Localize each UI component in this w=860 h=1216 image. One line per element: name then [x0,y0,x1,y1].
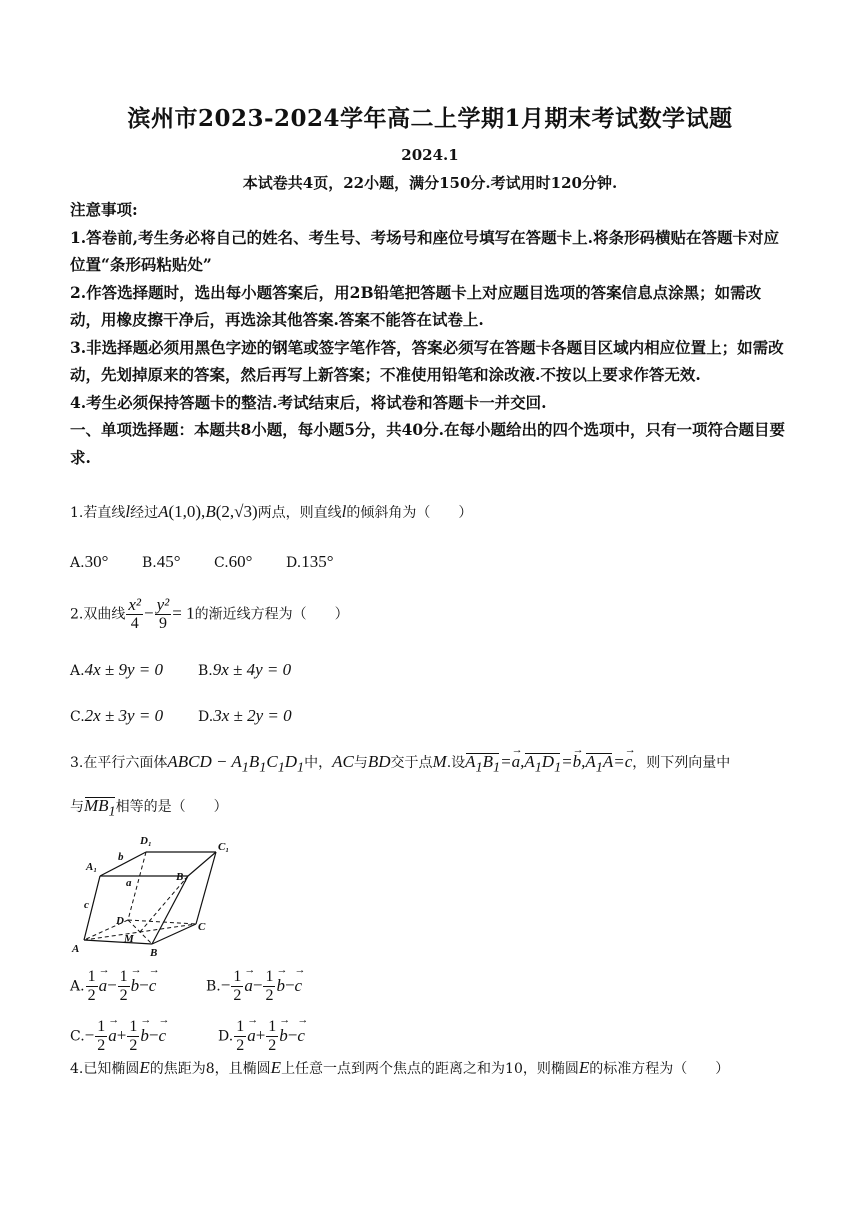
q3-option-b[interactable]: B.− $\frac{1}{2}$ → a− $\frac{1}{2}$ → b−→ c [206,968,302,1005]
q3-option-a[interactable]: A. $\frac{1}{2}$ → a− $\frac{1}{2}$ → b−→ c [70,968,156,1005]
label-c-bottom: C [198,921,206,933]
question-4: 4.已知椭圆E的焦距为8，且椭圆E上任意一点到两个焦点的距离之和为10，则椭圆E的标准方程为（ ） [70,1058,730,1077]
label-b-bottom: B [150,947,158,958]
note-item-4: 4.考生必须保持答题卡的整洁.考试结束后，将试卷和答题卡一并交回. [70,392,547,412]
question-1: 1.若直线l经过A(1,0),B(2,√3)两点，则直线l的倾斜角为（ ） [70,502,473,521]
exam-info: 本试卷共4页，22小题，满分150分.考试用时120分钟. [242,174,618,192]
q2-option-d[interactable]: D.3x ± 2y = 0 [198,706,292,725]
question-3-line2: 与$MB_1$相等的是（ ） [70,796,228,820]
label-m: M [124,933,134,945]
q2-option-b[interactable]: B.9x ± 4y = 0 [198,660,292,679]
q1-option-a[interactable]: A.30° [70,552,109,571]
label-a1: A₁ [86,861,98,873]
q1-option-d[interactable]: D.135° [286,552,334,571]
question-2: 2.双曲线 $\frac{\text{x²}}{4}$ − $\frac{\text{y²}}{9}$ = 1的渐近线方程为（ ） [70,595,349,632]
notes-heading: 注意事项: [70,200,138,219]
exam-date: 2024.1 [401,146,459,164]
q2-option-a[interactable]: A.4x ± 9y = 0 [70,660,163,679]
q1-option-b[interactable]: B.45° [142,552,181,571]
note-item-2: 2.作答选择题时，选出每小题答案后，用2B铅笔把答题卡上对应题目选项的答案信息点涂黑；如需改动，用橡皮擦干净后，再选涂其他答案.答案不能答在试卷上. [70,282,762,329]
note-item-3: 3.非选择题必须用黑色字迹的钢笔或签字笔作答，答案必须写在答题卡各题目区域内相应位置上；如需改动，先划掉原来的答案，然后再写上新答案；不准使用铅笔和涂改液.不按以上要求作答无效. [70,337,784,384]
label-b1: B₁ [176,871,188,883]
q1-option-c[interactable]: C.60° [214,552,253,571]
section-heading: 一、单项选择题：本题共8小题，每小题5分，共40分.在每小题给出的四个选项中，只有一项符合题目要求. [70,420,786,467]
q2-option-c[interactable]: C.2x ± 3y = 0 [70,706,164,725]
label-a-bottom: A [72,943,80,955]
parallelepiped-figure [66,828,246,958]
note-item-1: 1.答卷前,考生务必将自己的姓名、考生号、考场号和座位号填写在答题卡上.将条形码横贴在答题卡对应位置“条形码粘贴处” [70,227,779,274]
label-c1: C₁ [218,841,230,853]
label-c: c [84,899,89,911]
question-3: 3.在平行六面体ABCD − $A_1B_1C_1D_1$中，AC与BD交于点M.设$A_1B_1=\to a,A_1D_1=\to b,A_1A=\to c$，则下列向量中 [70,752,800,777]
page-title: 滨州市2023-2024学年高二上学期1月期末考试数学试题 [127,105,733,132]
label-d1: D₁ [140,835,152,847]
label-b: b [118,851,124,863]
notes-block [70,196,792,471]
label-a: a [126,877,132,889]
q3-option-d[interactable]: D. $\frac{1}{2}$ → a+ $\frac{1}{2}$ → b−→ c [218,1018,305,1055]
label-d: D [116,915,124,927]
q3-option-c[interactable]: C.− $\frac{1}{2}$ → a+ $\frac{1}{2}$ → b−→ c [70,1018,166,1055]
